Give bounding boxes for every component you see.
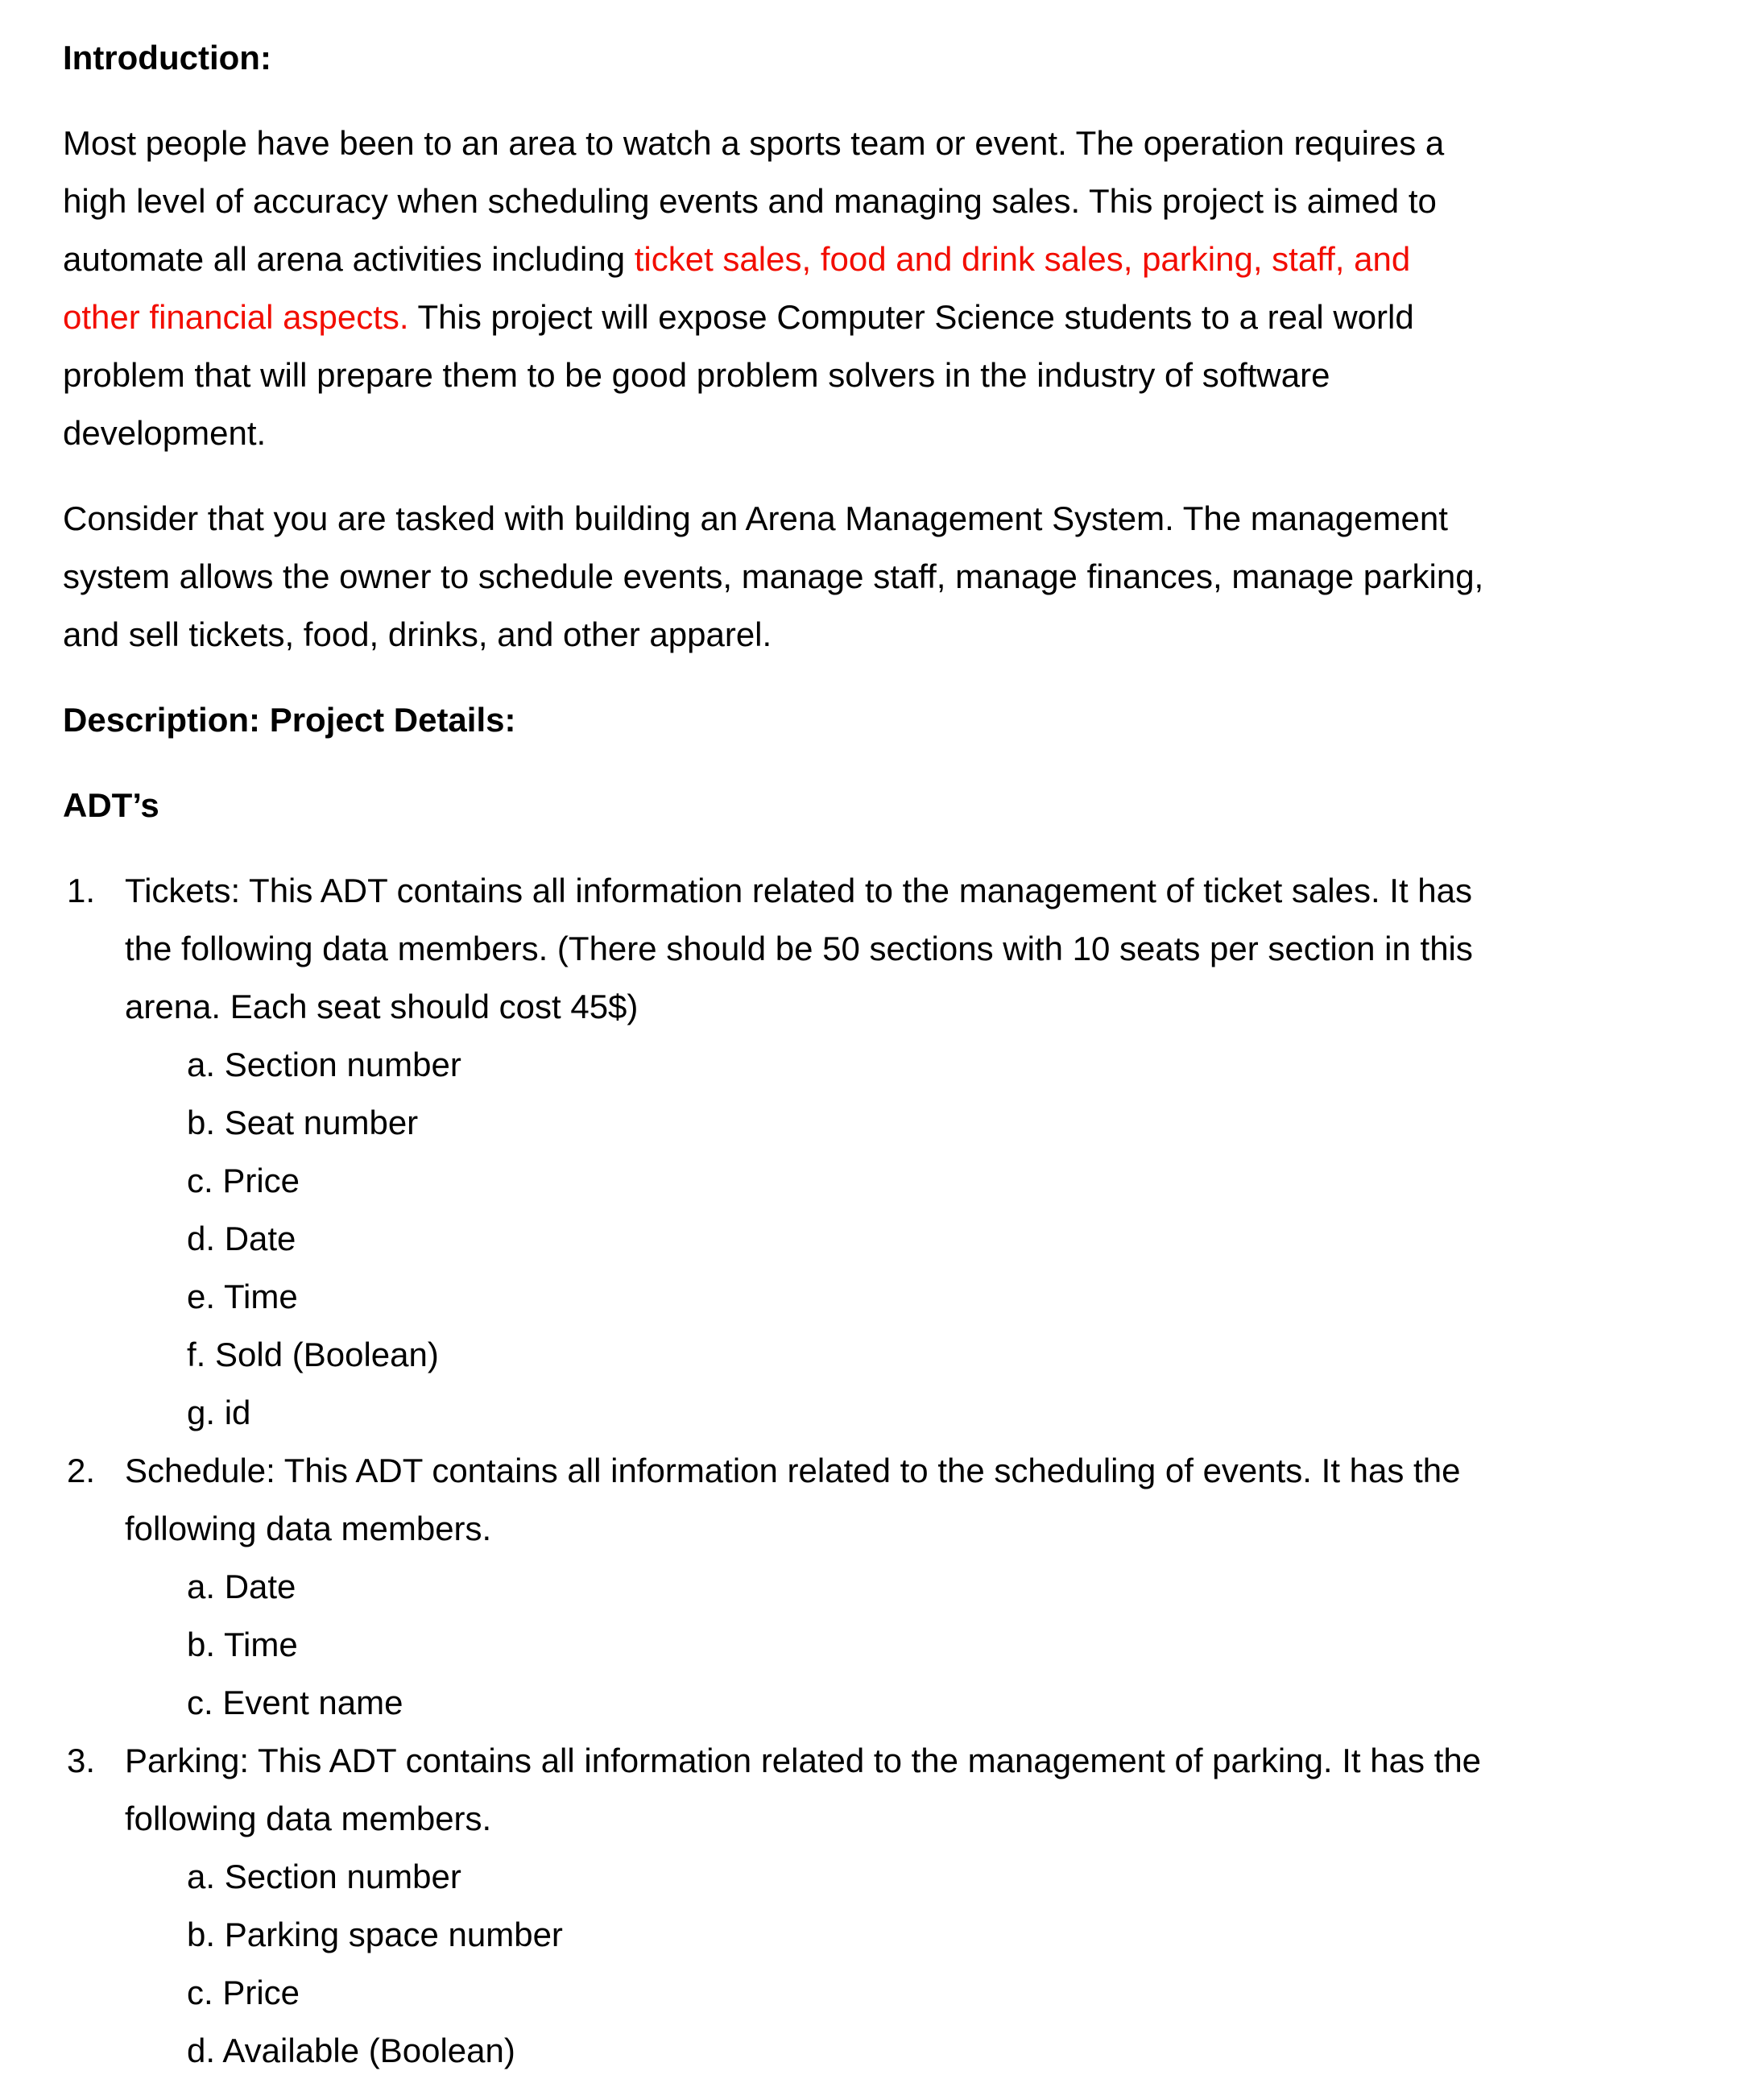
paragraph-line xyxy=(63,490,1734,548)
list-item-number: 2. xyxy=(67,1452,96,1489)
list-sub-item: b. Parking space number xyxy=(187,1916,563,1953)
paragraph-line xyxy=(63,114,1734,172)
list-item-line: the following data members. (There should be 50 sections with 10 seats per section in this xyxy=(125,930,1473,967)
list-sub-item: b. Time xyxy=(187,1626,298,1663)
heading-line xyxy=(63,777,1734,835)
list-sub-item: a. Date xyxy=(187,1568,296,1605)
list-sub-item: c. Event name xyxy=(187,1684,403,1721)
text-run: Description: Project Details: xyxy=(63,701,516,739)
heading-line xyxy=(63,691,1734,749)
list-item-line: Tickets: This ADT contains all information related to the management of ticket sales. It has xyxy=(125,872,1473,909)
document-body xyxy=(63,29,1734,2080)
list-sub-item: b. Seat number xyxy=(187,1104,419,1141)
list-sub-item: d. Available (Boolean) xyxy=(187,2032,515,2069)
list-sub-item: c. Price xyxy=(187,1974,300,2011)
description-heading xyxy=(63,691,1734,749)
heading-line xyxy=(63,29,1734,87)
text-run: high level of accuracy when scheduling events and managing sales. This project is aimed to xyxy=(63,182,1437,220)
paragraph-line xyxy=(63,606,1734,664)
text-run: automate all arena activities including xyxy=(63,240,635,278)
paragraph-line xyxy=(63,404,1734,462)
text-run: problem that will prepare them to be good problem solvers in the industry of software xyxy=(63,356,1330,394)
text-run: This project will expose Computer Science students to a real world xyxy=(408,298,1414,336)
adt-list xyxy=(63,862,1734,2080)
introduction-heading xyxy=(63,29,1734,87)
text-run: and sell tickets, food, drinks, and other apparel. xyxy=(63,615,772,653)
list-sub-item: e. Time xyxy=(187,1278,298,1315)
paragraph-line xyxy=(63,548,1734,606)
text-run: Most people have been to an area to watch a sports team or event. The operation requires a xyxy=(63,124,1445,162)
list-item-number: 3. xyxy=(67,1742,96,1779)
list-item-number: 1. xyxy=(67,872,96,909)
list-sub-item: g. id xyxy=(187,1394,251,1431)
text-run: system allows the owner to schedule events, manage staff, manage finances, manage parking, xyxy=(63,557,1484,595)
list-sub-item: a. Section number xyxy=(187,1046,461,1083)
consider-paragraph xyxy=(63,490,1734,664)
text-run: development. xyxy=(63,414,267,452)
text-run-red: other financial aspects. xyxy=(63,298,409,336)
paragraph-line xyxy=(63,346,1734,404)
list-item-line: following data members. xyxy=(125,1510,492,1547)
list-item-line: Parking: This ADT contains all information related to the management of parking. It has the xyxy=(125,1742,1482,1779)
adts-heading xyxy=(63,777,1734,835)
list-item-line: arena. Each seat should cost 45$) xyxy=(125,988,639,1025)
paragraph-line xyxy=(63,230,1734,288)
adt-list-item-2 xyxy=(63,1442,1734,1732)
list-sub-item: d. Date xyxy=(187,1220,296,1257)
adt-list-item-1 xyxy=(63,862,1734,1442)
text-run: ADT’s xyxy=(63,786,159,824)
intro-paragraph xyxy=(63,114,1734,462)
paragraph-line xyxy=(63,288,1734,346)
list-item-line: Schedule: This ADT contains all information related to the scheduling of events. It has the xyxy=(125,1452,1461,1489)
text-run: Consider that you are tasked with building an Arena Management System. The management xyxy=(63,499,1448,537)
list-sub-item: f. Sold (Boolean) xyxy=(187,1336,439,1373)
text-run: Introduction: xyxy=(63,39,271,77)
list-sub-item: c. Price xyxy=(187,1162,300,1199)
text-run-red: ticket sales, food and drink sales, parking, staff, and xyxy=(634,240,1411,278)
list-sub-item: a. Section number xyxy=(187,1858,461,1895)
list-item-line: following data members. xyxy=(125,1800,492,1837)
paragraph-line xyxy=(63,172,1734,230)
adt-list-item-3 xyxy=(63,1732,1734,2080)
